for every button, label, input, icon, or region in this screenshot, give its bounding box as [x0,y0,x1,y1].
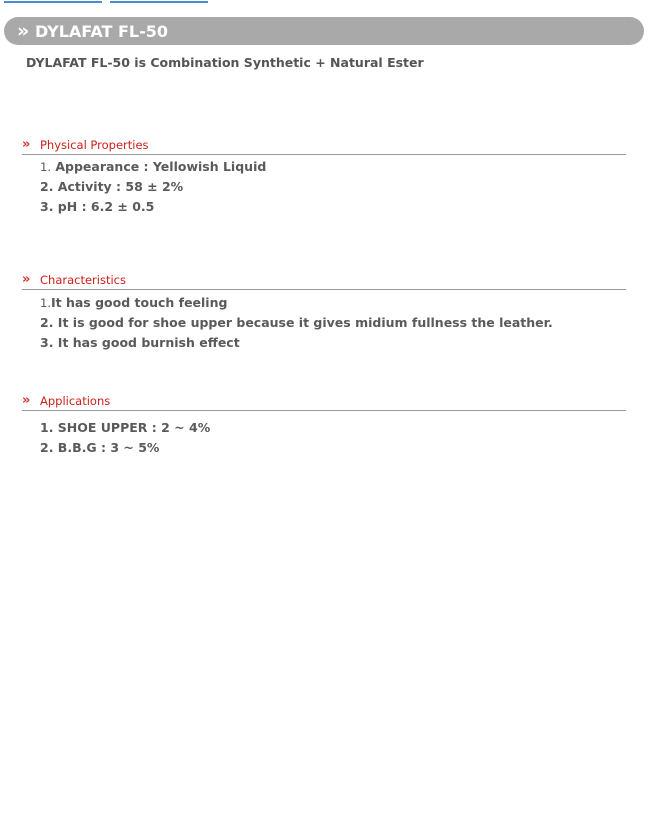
list-item [40,438,210,458]
item-text: B.B.G : 3 ~ 5% [53,440,160,455]
characteristics-list [40,293,553,353]
item-text: pH : 6.2 ± 0.5 [53,199,155,214]
physical-properties-list [40,157,266,217]
item-text: SHOE UPPER : 2 ~ 4% [53,420,211,435]
section-header-characteristics [22,272,626,290]
item-text: It is good for shoe upper because it gives midium fullness the leather. [53,315,553,330]
product-intro: DYLAFAT FL-50 is Combination Synthetic + Natural Ester [26,55,424,70]
item-number: 1. [40,160,51,174]
double-chevron-icon: » [22,272,29,287]
item-number: 3. [40,335,54,350]
product-title-bar [4,17,644,45]
item-number: 1. [40,296,51,310]
item-text: It has good touch feeling [50,295,228,310]
double-chevron-icon: » [17,20,27,42]
list-item [40,177,266,197]
double-chevron-icon: » [22,137,29,152]
section-header-applications [22,393,626,411]
section-title: Characteristics [40,273,126,287]
list-item [40,313,553,333]
product-title: DYLAFAT FL-50 [35,22,169,41]
item-text: Activity : 58 ± 2% [53,179,184,194]
item-number: 1. [40,420,54,435]
section-header-physical-properties [22,137,626,155]
list-item [40,197,266,217]
list-item [40,418,210,438]
section-title: Applications [40,394,111,408]
item-number: 2. [40,440,54,455]
top-link-2[interactable] [110,0,208,3]
section-title: Physical Properties [40,138,149,152]
list-item [40,157,266,177]
top-link-1[interactable] [4,0,102,3]
item-number: 2. [40,315,54,330]
item-number: 2. [40,179,54,194]
item-text: Appearance : Yellowish Liquid [50,159,267,174]
applications-list [40,418,210,458]
item-number: 3. [40,199,54,214]
list-item [40,333,553,353]
double-chevron-icon: » [22,393,29,408]
list-item [40,293,553,313]
item-text: It has good burnish effect [53,335,240,350]
